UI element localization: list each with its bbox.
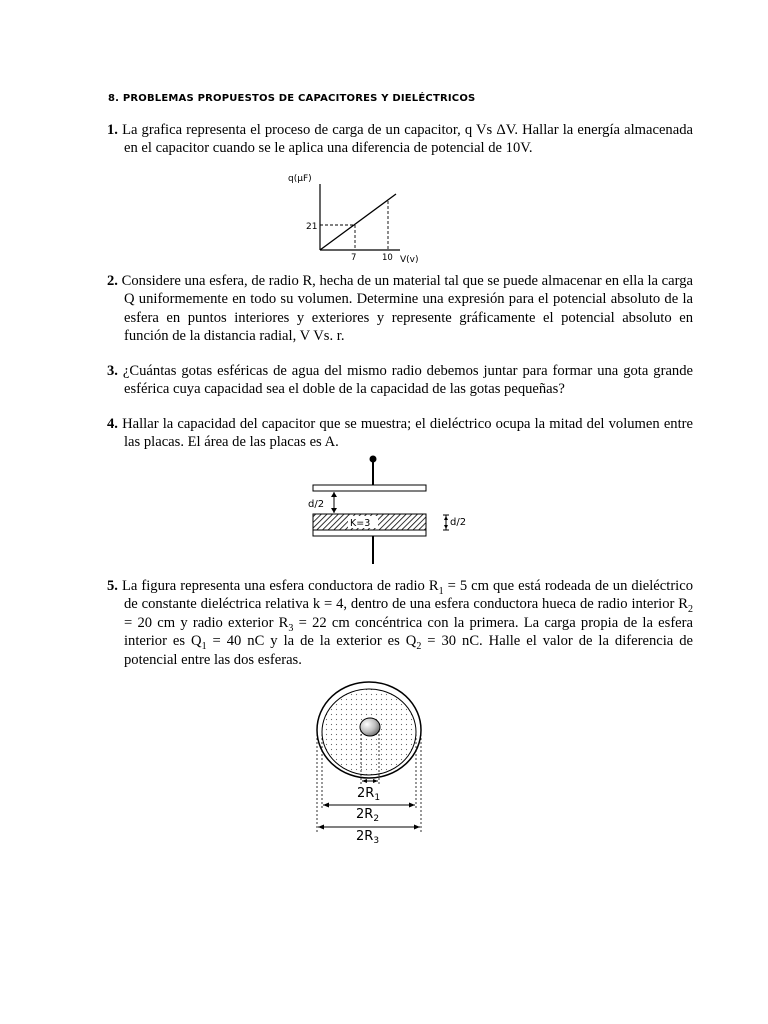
concentric-spheres-diagram [305,678,435,844]
problem-5 [107,577,693,669]
bottom-plate [313,530,426,536]
problem-4 [107,415,693,452]
label-2r3: $2R_3$ [356,829,380,844]
problem-1 [107,121,693,158]
problem-text: ¿Cuántas gotas esféricas de agua del mismo radio debemos juntar para formar una gota grande esférica cuya capacidad sea el doble de la capacidad de las gotas pequeñas? [122,363,693,398]
x-tick-label: 10 [382,253,393,263]
arrow-head [362,779,367,783]
section-heading: 8. PROBLEMAS PROPUESTOS DE CAPACITORES Y DIELÉCTRICOS [108,93,476,104]
arrow-head [323,803,329,808]
problem-number: 4. [107,416,118,432]
problem-number: 1. [107,122,118,138]
arrow-head [318,825,324,830]
problem-text: Considere una esfera, de radio R, hecha de un material tal que se puede almacenar en ella la carga Q uniformemente en todo su volumen. Determine una expresión para el potencial absoluto de la esfera en puntos interiores y exteriores y represente gráficamente el potencial absoluto en función de la distancia radial, V Vs. r. [121,273,693,345]
problem-number: 5. [107,578,118,594]
capacitor-diagram [300,450,480,572]
gap-arrow-down [331,508,337,513]
problem-2 [107,272,693,346]
problem-number: 2. [107,273,118,289]
top-plate [313,485,426,491]
y-tick-label: 21 [306,222,318,232]
dim-arrow-down [444,525,448,529]
charge-line [320,194,396,250]
arrow-head [409,803,415,808]
problem-number: 3. [107,363,118,379]
x-axis-label: V(v) [400,255,419,265]
problem-3 [107,362,693,399]
problem-text: La grafica representa el proceso de carga de un capacitor, q Vs ΔV. Hallar la energía almacenada en el capacitor cuando se le aplica una diferencia de potencial de 10V. [122,122,693,157]
arrow-head [414,825,420,830]
dim-arrow-up [444,516,448,520]
label-2r2: $2R_2$ [356,807,380,824]
label-2r1: $2R_1$ [357,786,381,803]
charge-voltage-graph [280,168,430,268]
y-axis-label: q(μF) [288,174,312,184]
dielectric-label: K=3 [350,518,371,529]
gap-arrow-up [331,492,337,497]
x-tick-label: 7 [351,253,357,263]
dielectric-thickness-label: d/2 [450,517,467,528]
problem-text: Hallar la capacidad del capacitor que se muestra; el dieléctrico ocupa la mitad del volumen entre las placas. El área de las placas es A. [122,416,693,451]
arrow-head [373,779,378,783]
problem-text: La figura representa una esfera conductora de radio $R_1 = 5$ cm que está rodeada de un dieléctrico de constante dieléctrica relativa k = 4, dentro de una esfera conductora hueca de radio interior $R_2 = 20$ cm y radio exterior $R_3 = 22$ cm concéntrica con la primera. La carga propia de la esfera interior es $Q_1 = 40$ nC y la de la exterior es $Q_2 = 30$ nC. Halle el valor de la diferencia de potencial entre las dos esferas. [121,578,694,668]
inner-sphere [360,718,380,736]
top-terminal [370,456,377,463]
gap-label: d/2 [308,499,325,510]
